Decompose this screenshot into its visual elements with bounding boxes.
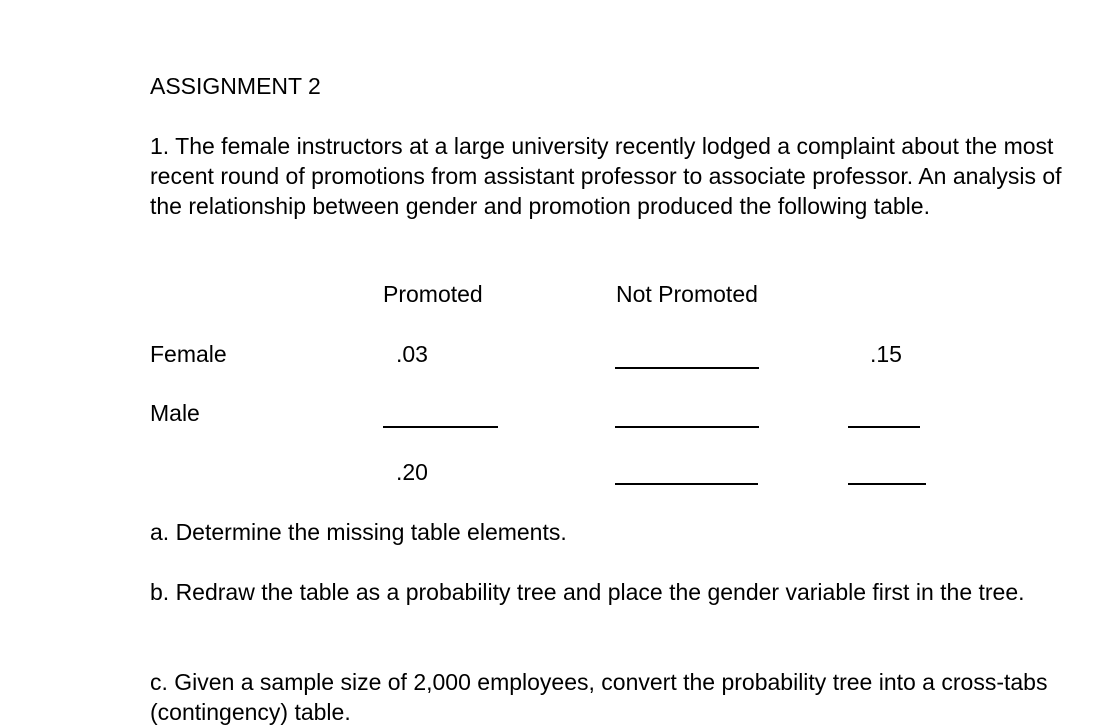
part-a-text: a. Determine the missing table elements. bbox=[150, 519, 567, 545]
row-label-male: Male bbox=[150, 400, 200, 426]
row-label-female: Female bbox=[150, 341, 227, 367]
cell-female-total: .15 bbox=[870, 341, 902, 367]
blank-grand-total bbox=[848, 483, 926, 485]
blank-male-not-promoted bbox=[615, 426, 759, 428]
blank-male-promoted bbox=[383, 426, 498, 428]
blank-female-not-promoted bbox=[615, 367, 759, 369]
blank-male-total bbox=[848, 426, 920, 428]
blank-total-not-promoted bbox=[615, 483, 758, 485]
header-not-promoted: Not Promoted bbox=[616, 281, 758, 307]
question-1-text: 1. The female instructors at a large university recently lodged a complaint about the most recent round of promotions from assistant professor to associate professor. An analysis of the relationship between gender and promotion produced the following table. bbox=[150, 133, 1062, 219]
part-c-text: c. Given a sample size of 2,000 employees, convert the probability tree into a cross-tabs (contingency) table. bbox=[150, 669, 1048, 725]
header-promoted: Promoted bbox=[383, 281, 483, 307]
cell-female-promoted: .03 bbox=[396, 341, 428, 367]
part-b-text: b. Redraw the table as a probability tree and place the gender variable first in the tree. bbox=[150, 579, 1025, 605]
cell-total-promoted: .20 bbox=[396, 459, 428, 485]
assignment-title: ASSIGNMENT 2 bbox=[150, 73, 321, 99]
